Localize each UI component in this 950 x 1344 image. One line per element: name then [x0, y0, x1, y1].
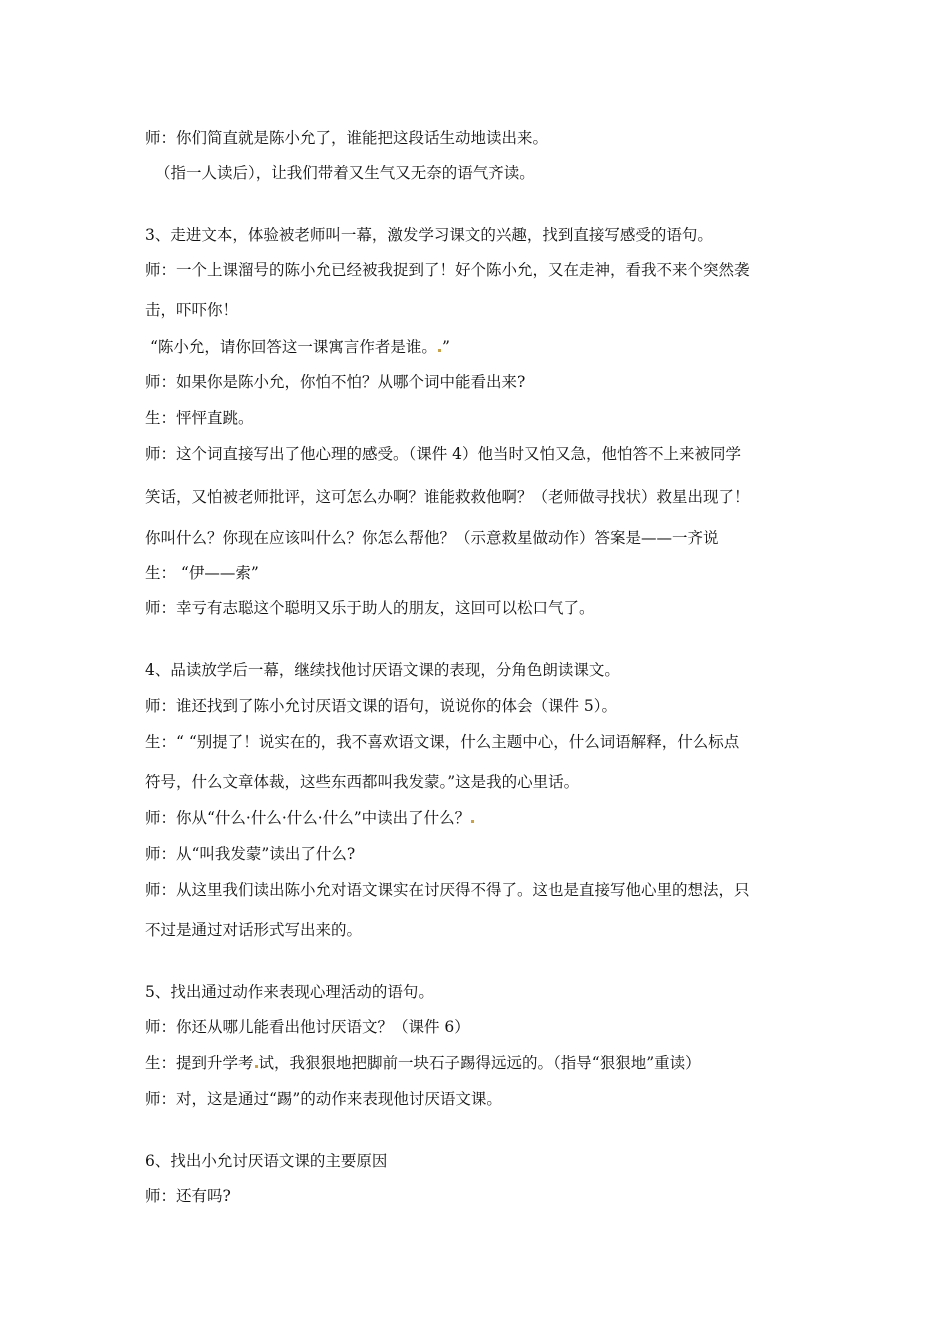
text-line [145, 808, 825, 828]
text-line: 师：这个词直接写出了他心理的感受。（课件 4）他当时又怕又急，他怕答不上来被同学 [145, 445, 742, 463]
mark-dot-icon [438, 349, 441, 352]
text-segment: 师：你从“什么·什么·什么·什么”中读出了什么？ [145, 809, 471, 827]
text-segment: “陈小允，请你回答这一课寓言作者是谁。 [150, 338, 437, 356]
text-line: 生：“ “别提了！说实在的，我不喜欢语文课，什么主题中心，什么词语解释，什么标点 [145, 733, 740, 751]
text-line: （指一人读后），让我们带着又生气又无奈的语气齐读。 [155, 164, 535, 182]
text-line: 你叫什么？你现在应该叫什么？你怎么帮他？（示意救星做动作）答案是——一齐说 [145, 529, 719, 547]
text-line: 不过是通过对话形式写出来的。 [145, 921, 363, 939]
text-line [145, 1053, 825, 1073]
text-line: 师：从“叫我发蒙”读出了什么? [145, 845, 356, 863]
text-line: 生： “伊——索” [145, 564, 259, 582]
mark-dot-icon [471, 820, 474, 823]
text-line: 师：还有吗? [145, 1187, 231, 1205]
text-line: 生：怦怦直跳。 [145, 409, 254, 427]
text-line: 师：你还从哪儿能看出他讨厌语文？（课件 6） [145, 1018, 470, 1036]
text-line: 师：对，这是通过“踢”的动作来表现他讨厌语文课。 [145, 1090, 502, 1108]
text-line: 师：谁还找到了陈小允讨厌语文课的语句，说说你的体会（课件 5）。 [145, 697, 618, 715]
text-line: 师：幸亏有志聪这个聪明又乐于助人的朋友，这回可以松口气了。 [145, 599, 595, 617]
section-heading: 5、找出通过动作来表现心理活动的语句。 [145, 983, 434, 1001]
text-line: 师：从这里我们读出陈小允对语文课实在讨厌得不得了。这也是直接写他心里的想法，只 [145, 881, 750, 899]
text-line: 师：一个上课溜号的陈小允已经被我捉到了！好个陈小允，又在走神，看我不来个突然袭 [145, 261, 750, 279]
section-heading: 4、品读放学后一幕，继续找他讨厌语文课的表现，分角色朗读课文。 [145, 661, 620, 679]
mark-dot-icon [255, 1065, 258, 1068]
section-heading: 3、走进文本，体验被老师叫一幕，激发学习课文的兴趣，找到直接写感受的语句。 [145, 226, 713, 244]
text-line: 击，吓吓你！ [145, 301, 239, 319]
text-line [150, 337, 830, 357]
text-segment: 试，我狠狠地把脚前一块石子踢得远远的。（指导“狠狠地”重读） [258, 1054, 701, 1072]
text-line: 笑话，又怕被老师批评，这可怎么办啊？谁能救救他啊？（老师做寻找状）救星出现了！ [145, 488, 750, 506]
section-heading: 6、找出小允讨厌语文课的主要原因 [145, 1152, 388, 1170]
text-line: 师：你们简直就是陈小允了，谁能把这段话生动地读出来。 [145, 129, 549, 147]
text-segment: ” [441, 338, 450, 356]
text-line: 师：如果你是陈小允，你怕不怕？从哪个词中能看出来? [145, 373, 526, 391]
text-segment: 生：提到升学考 [145, 1054, 254, 1072]
text-line: 符号，什么文章体裁，这些东西都叫我发蒙。”这是我的心里话。 [145, 773, 580, 791]
